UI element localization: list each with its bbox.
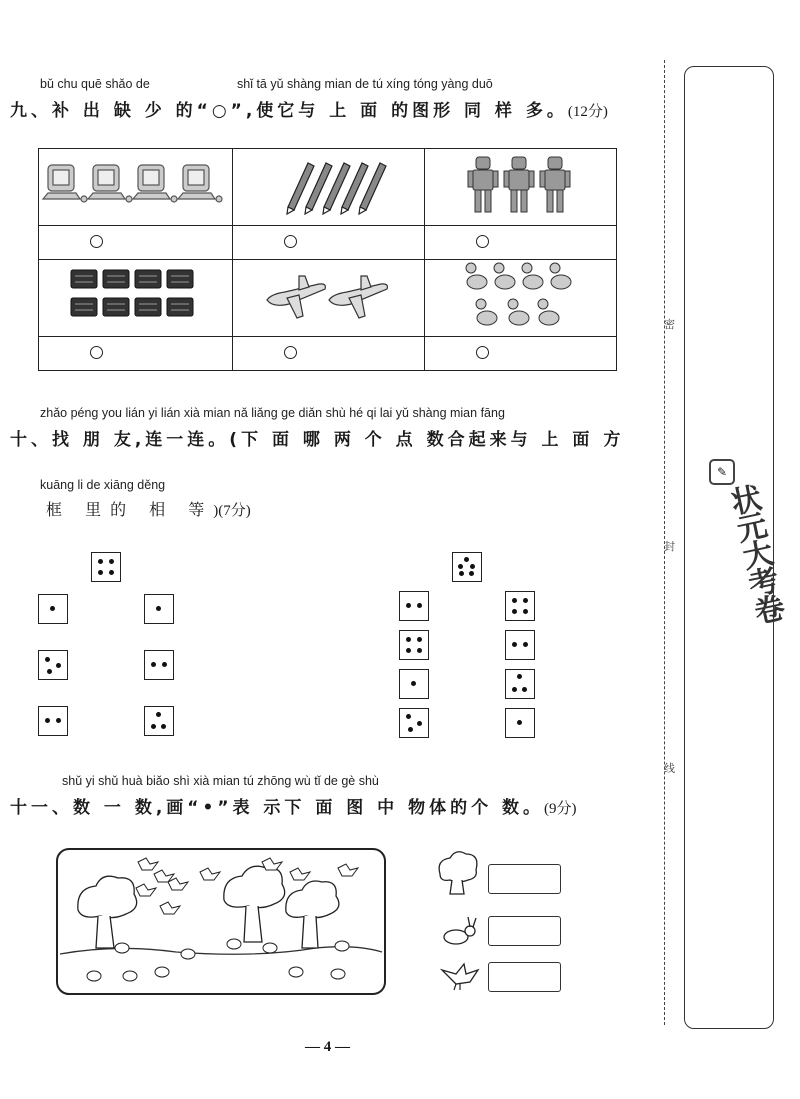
page-number: — 4 — bbox=[305, 1039, 350, 1055]
duck-icon bbox=[461, 260, 581, 332]
die-five bbox=[452, 552, 482, 582]
die-three[interactable] bbox=[144, 706, 174, 736]
die-three[interactable] bbox=[399, 708, 429, 738]
q9-table bbox=[38, 148, 617, 371]
airplane-icon bbox=[263, 264, 393, 328]
die-one[interactable] bbox=[38, 594, 68, 624]
q10-subtitle: 框 里的 相 等)(7分) bbox=[46, 500, 251, 519]
q10-title: 十、找 朋 友,连一连。(下 面 哪 两 个 点 数合起来与 上 面 方 bbox=[10, 430, 625, 450]
scene-picture bbox=[56, 848, 386, 996]
answer-circle bbox=[476, 235, 489, 248]
tree-icon bbox=[434, 848, 482, 896]
die-one[interactable] bbox=[144, 594, 174, 624]
bird-icon bbox=[438, 960, 482, 992]
seal-char-1: 密 bbox=[664, 318, 675, 331]
batteries-cell bbox=[39, 260, 233, 337]
seal-char-2: 封 bbox=[664, 540, 675, 553]
q10-pinyin-1: zhǎo péng you lián yi lián xià mian nǎ liǎng ge diǎn shù hé qi lai yǔ shàng mian fāng bbox=[40, 406, 505, 420]
rabbit-count-box[interactable] bbox=[488, 916, 561, 946]
die-four bbox=[91, 552, 121, 582]
seal-char-3: 线 bbox=[664, 762, 675, 775]
q11-pinyin: shǔ yi shǔ huà biǎo shì xià mian tú zhōng wù tǐ de gè shù bbox=[62, 774, 379, 788]
die-two[interactable] bbox=[399, 591, 429, 621]
q9-pinyin-2: shǐ tā yǔ shàng mian de tú xíng tóng yàng duō bbox=[237, 77, 493, 91]
die-one[interactable] bbox=[505, 708, 535, 738]
robot-icon bbox=[466, 153, 576, 217]
answer-circle bbox=[476, 346, 489, 359]
q9-title: 九、补 出 缺 少 的“○”,使它与 上 面 的图形 同 样 多。(12分) bbox=[10, 101, 608, 121]
pencil-icon bbox=[268, 155, 388, 215]
die-two[interactable] bbox=[144, 650, 174, 680]
bird-count-box[interactable] bbox=[488, 962, 561, 992]
answer-circle bbox=[284, 346, 297, 359]
die-four[interactable] bbox=[505, 591, 535, 621]
answer-circle bbox=[284, 235, 297, 248]
tree-count-box[interactable] bbox=[488, 864, 561, 894]
q10-pinyin-2: kuāng li de xiāng děng bbox=[40, 478, 166, 492]
die-one[interactable] bbox=[399, 669, 429, 699]
battery-icon bbox=[65, 264, 205, 328]
die-two[interactable] bbox=[505, 630, 535, 660]
die-three[interactable] bbox=[38, 650, 68, 680]
computer-icon bbox=[40, 155, 230, 215]
q11-title: 十一、数 一 数,画“•”表 示下 面 图 中 物体的个 数。(9分) bbox=[10, 798, 577, 818]
q9-score: (12分) bbox=[567, 104, 608, 120]
q11-score: (9分) bbox=[544, 801, 577, 817]
q10-score: )(7分) bbox=[213, 503, 251, 519]
die-three[interactable] bbox=[505, 669, 535, 699]
robots-cell bbox=[425, 149, 617, 226]
ducks-cell bbox=[425, 260, 617, 337]
answer-circle bbox=[90, 235, 103, 248]
die-four[interactable] bbox=[399, 630, 429, 660]
airplanes-cell bbox=[232, 260, 424, 337]
die-two[interactable] bbox=[38, 706, 68, 736]
answer-circle bbox=[90, 346, 103, 359]
q9-pinyin-1: bǔ chu quē shǎo de bbox=[40, 77, 150, 91]
computers-cell bbox=[39, 149, 233, 226]
brand-name: 状元大考卷 bbox=[722, 481, 786, 626]
pencils-cell bbox=[232, 149, 424, 226]
rabbit-icon bbox=[440, 915, 480, 947]
side-panel bbox=[684, 66, 786, 1029]
brand-logo-icon: ✎ bbox=[709, 459, 735, 485]
